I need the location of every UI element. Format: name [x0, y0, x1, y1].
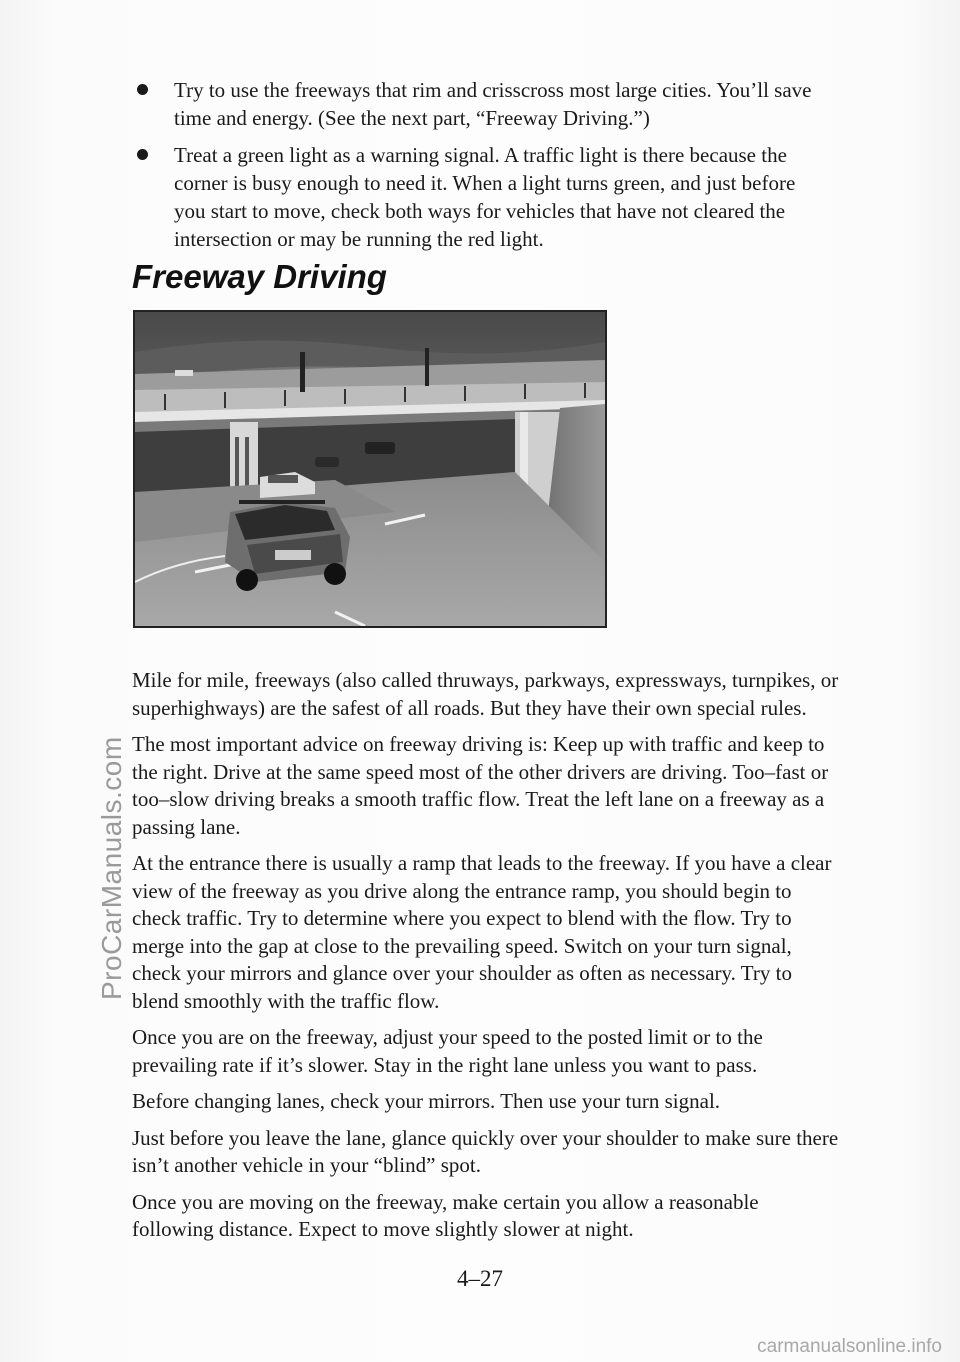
- paragraph: At the entrance there is usually a ramp that leads to the freeway. If you have a clear view of the freeway as you drive along the entrance ramp, you should begin to check traffic. Try to determine where you expect to blend with the flow. Try to merge into the gap at close to the prevailing speed. Switch on your turn signal, check your mirrors and glance over your shoulder as often as necessary. Try to blend smoothly with the traffic flow.: [132, 851, 832, 1013]
- paragraph: Once you are on the freeway, adjust your speed to the posted limit or to the prevailing rate if it’s slower. Stay in the right lane unless you want to pass.: [132, 1025, 763, 1077]
- paragraph: The most important advice on freeway driving is: Keep up with traffic and keep to the right. Drive at the same speed most of the other drivers are driving. Too–fast or too–slow driving breaks a smooth traffic flow. Treat the left lane on a freeway as a passing lane.: [132, 732, 829, 839]
- paragraph: Before changing lanes, check your mirrors. Then use your turn signal.: [132, 1089, 721, 1113]
- body-text: [132, 667, 842, 1253]
- paragraph: Once you are moving on the freeway, make certain you allow a reasonable following distance. Expect to move slightly slower at night.: [132, 1189, 759, 1241]
- bullet-dot-icon: [137, 149, 148, 160]
- watermark-side: ProCarManuals.com: [96, 736, 127, 1000]
- bullet-dot-icon: [137, 84, 148, 95]
- freeway-scene-icon: [135, 312, 605, 626]
- bullet-text: Treat a green light as a warning signal. A traffic light is there because the corner is busy enough to need it. When a light turns green, and just before you start to move, check both ways for vehicles that have not cleared the intersection or may be running the red light.: [174, 143, 796, 251]
- section-title: Freeway Driving: [132, 258, 387, 295]
- freeway-illustration: [133, 310, 607, 628]
- paragraph: Just before you leave the lane, glance quickly over your shoulder to make sure there isn’t another vehicle in your “blind” spot.: [132, 1125, 839, 1177]
- bullet-text: Try to use the freeways that rim and crisscross most large cities. You’ll save time and energy. (See the next part, “Freeway Driving.”): [174, 78, 812, 130]
- paragraph: Mile for mile, freeways (also called thruways, parkways, expressways, turnpikes, or superhighways) are the safest of all roads. But they have their own special rules.: [132, 668, 839, 720]
- bullet-item: [132, 76, 832, 132]
- page-number: 4–27: [457, 1266, 503, 1291]
- watermark-bottom: carmanualsonline.info: [757, 1336, 942, 1357]
- bullet-list: [132, 76, 832, 262]
- bullet-item: [132, 141, 832, 253]
